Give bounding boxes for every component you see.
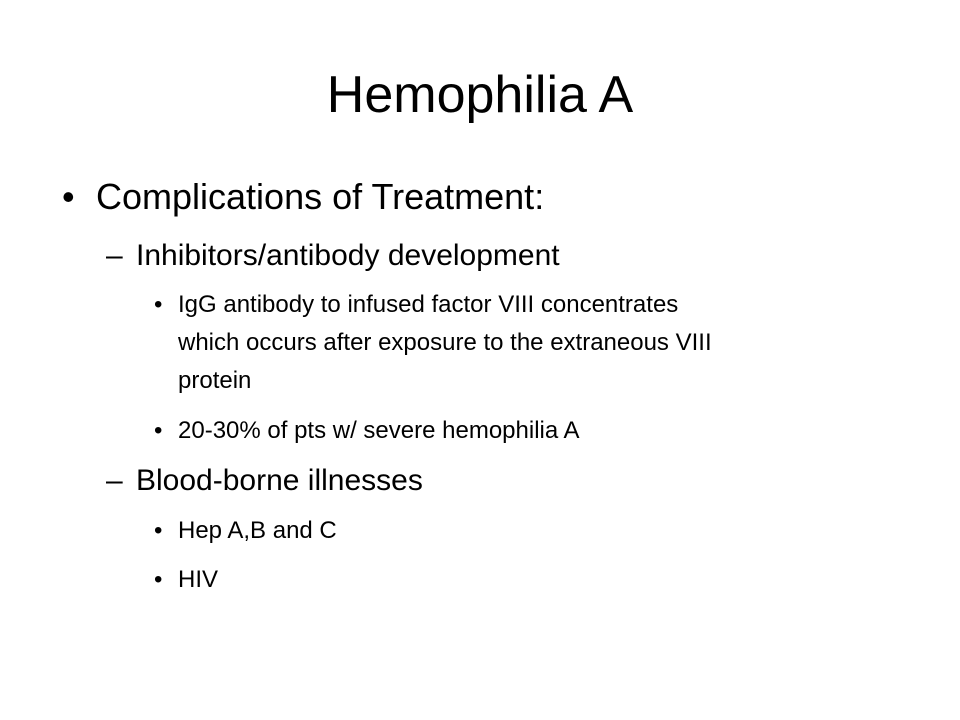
detail-text-line: Hep A,B and C <box>178 517 337 544</box>
detail-text-line: HIV <box>178 566 219 593</box>
bullet-marker: • <box>154 517 163 544</box>
dash-marker: – <box>106 464 123 497</box>
detail-text-line: which occurs after exposure to the extraneous VIII <box>178 329 712 356</box>
bullet-marker: • <box>154 566 163 593</box>
subbullet-text: Inhibitors/antibody development <box>136 239 560 272</box>
detail-text-line: protein <box>178 367 252 394</box>
slide-title: Hemophilia A <box>326 66 634 124</box>
subbullet-text: Blood-borne illnesses <box>136 464 423 497</box>
bullet-marker: • <box>154 417 163 444</box>
detail-text-line: 20-30% of pts w/ severe hemophilia A <box>178 417 580 444</box>
dash-marker: – <box>106 239 123 272</box>
bullet-marker: • <box>62 176 75 217</box>
detail-text-line: IgG antibody to infused factor VIII concentrates <box>178 291 679 318</box>
bullet-marker: • <box>154 291 163 318</box>
bullet-text: Complications of Treatment: <box>96 176 545 217</box>
